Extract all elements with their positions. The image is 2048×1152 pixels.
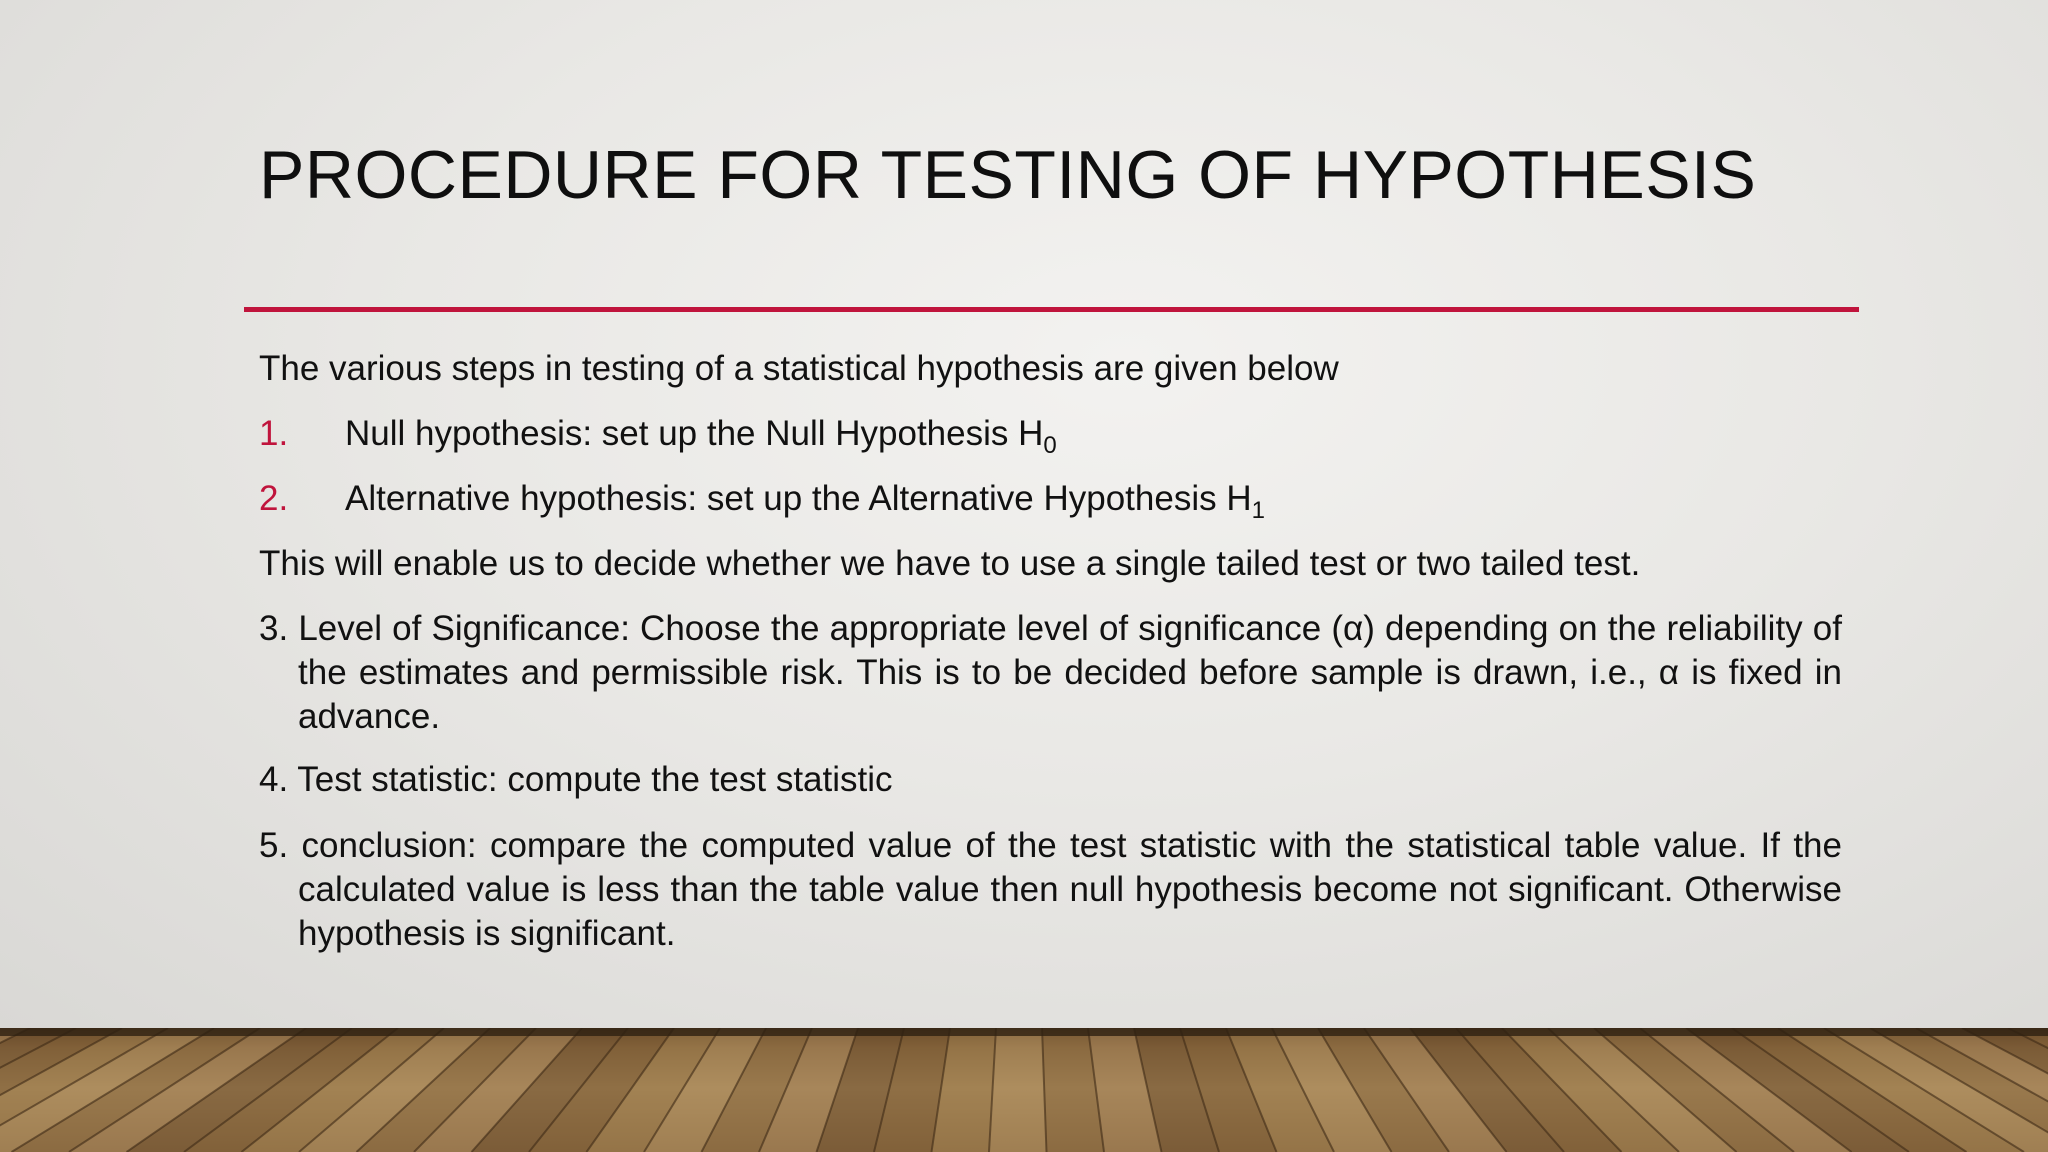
list-item-alternative-hypothesis: [345, 477, 1265, 524]
slide-title: PROCEDURE FOR TESTING OF HYPOTHESIS: [259, 137, 1757, 213]
list-item-text: Null hypothesis: set up the Null Hypothesis H: [345, 414, 1044, 453]
subscript: 0: [1043, 432, 1057, 459]
step-test-statistic: 4. Test statistic: compute the test statistic: [259, 760, 893, 799]
list-marker-2: 2.: [259, 479, 289, 518]
tail-test-note: This will enable us to decide whether we have to use a single tailed test or two tailed test.: [259, 544, 1641, 583]
step-conclusion: 5. conclusion: compare the computed value of the test statistic with the statistical table value. If the calculated value is less than the table value then null hypothesis become not significant. Otherwise hypothesis is significant.: [259, 826, 1842, 953]
list-marker-1: 1.: [259, 414, 289, 453]
floor-plank: [989, 1028, 1047, 1152]
wood-floor-planks: [0, 1028, 2048, 1152]
title-divider: [244, 307, 1859, 312]
subscript: 1: [1251, 497, 1265, 524]
step-level-of-significance: 3. Level of Significance: Choose the appropriate level of significance (α) depending on the reliability of the estimates and permissible risk. This is to be decided before sample is drawn, i.e., α is fixed in advance.: [259, 609, 1842, 736]
list-item-text: Alternative hypothesis: set up the Alternative Hypothesis H: [345, 479, 1252, 518]
intro-text: The various steps in testing of a statistical hypothesis are given below: [259, 349, 1339, 388]
floor-baseboard-shadow: [0, 1028, 2048, 1036]
list-item-null-hypothesis: [345, 412, 1057, 459]
wood-floor: [0, 1028, 2048, 1152]
